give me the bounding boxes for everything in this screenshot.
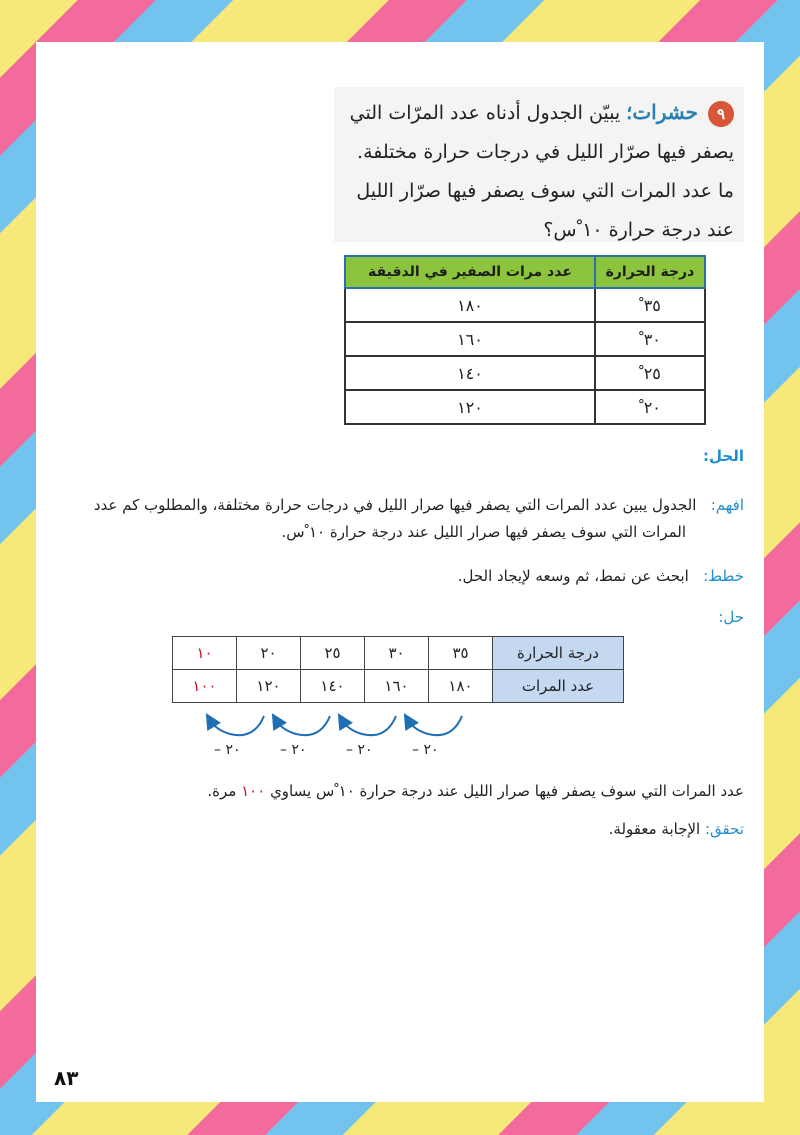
arrow-icon <box>276 716 330 735</box>
row-head-temperature: درجة الحرارة <box>493 637 624 670</box>
cell-count: ١٢٠ <box>237 670 301 703</box>
understand-text-line2: المرات التي سوف يصفر فيها صرار الليل عند درجة حرارة ١٠ ْس. <box>281 523 686 541</box>
pattern-arrows <box>196 712 496 744</box>
plan-label: خطط: <box>703 567 744 585</box>
page-sheet <box>36 42 764 1102</box>
cell-temperature: ٢٥ <box>301 637 365 670</box>
page-number: ٨٣ <box>54 1066 79 1090</box>
table-row <box>173 670 624 703</box>
problem-text-line4: عند درجة حرارة ١٠ ْس؟ <box>543 219 734 241</box>
arrow-icon <box>342 716 396 735</box>
conclusion-text: عدد المرات التي سوف يصفر فيها صرار الليل عند درجة حرارة ١٠ ْس يساوي ١٠٠ مرة. <box>207 782 744 800</box>
cell-temperature: ٢٠ ْ <box>595 390 705 424</box>
cell-temperature: ٣٥ <box>429 637 493 670</box>
pattern-table <box>172 636 624 703</box>
understand-step <box>38 487 744 523</box>
difference-label: ٢٠ – <box>280 742 307 758</box>
problem-text-line3: ما عدد المرات التي سوف يصفر فيها صرّار الليل <box>356 180 734 202</box>
problem-title-colon: ؛ <box>626 102 633 124</box>
header-temperature: درجة الحرارة <box>595 256 705 288</box>
cell-chirps: ١٢٠ <box>345 390 595 424</box>
cell-chirps: ١٦٠ <box>345 322 595 356</box>
cell-temperature: ٢٥ ْ <box>595 356 705 390</box>
problem-text-line1: يبيّن الجدول أدناه عدد المرّات التي <box>349 102 621 124</box>
problem-title: حشرات <box>632 100 698 124</box>
table-row <box>173 637 624 670</box>
table-header-row <box>345 256 705 288</box>
problem-text-line2: يصفر فيها صرّار الليل في درجات حرارة مختلفة. <box>357 141 734 163</box>
table-row <box>345 322 705 356</box>
arrow-icon <box>408 716 462 735</box>
cell-temperature: ٣٠ ْ <box>595 322 705 356</box>
answer-value: ١٠٠ <box>241 782 266 800</box>
difference-label: ٢٠ – <box>346 742 373 758</box>
header-chirps: عدد مرات الصفير في الدقيقة <box>345 256 595 288</box>
cell-count: ١٤٠ <box>301 670 365 703</box>
solve-step <box>718 608 744 626</box>
solution-heading: الحل: <box>703 447 744 465</box>
cell-count: ١٨٠ <box>429 670 493 703</box>
table-row <box>345 288 705 322</box>
cell-count-answer: ١٠٠ <box>173 670 237 703</box>
cell-temperature: ٣٠ <box>365 637 429 670</box>
cell-chirps: ١٨٠ <box>345 288 595 322</box>
cell-temperature: ٢٠ <box>237 637 301 670</box>
cell-temperature: ٣٥ ْ <box>595 288 705 322</box>
solve-label: حل: <box>718 608 744 626</box>
arrow-icon <box>210 716 264 735</box>
cell-temperature-answer: ١٠ <box>173 637 237 670</box>
plan-step <box>458 567 744 585</box>
problem-number-badge: ٩ <box>708 101 734 127</box>
table-row <box>345 390 705 424</box>
difference-label: ٢٠ – <box>214 742 241 758</box>
plan-text: ابحث عن نمط، ثم وسعه لإيجاد الحل. <box>457 567 689 585</box>
cricket-chirp-table <box>344 255 706 425</box>
problem-box <box>334 87 744 242</box>
cell-chirps: ١٤٠ <box>345 356 595 390</box>
table-row <box>345 356 705 390</box>
difference-label: ٢٠ – <box>412 742 439 758</box>
check-label: تحقق: <box>704 820 744 838</box>
cell-count: ١٦٠ <box>365 670 429 703</box>
check-text: الإجابة معقولة. <box>608 820 701 838</box>
understand-label: افهم: <box>710 496 744 514</box>
understand-text-line1: الجدول يبين عدد المرات التي يصفر فيها صرار الليل في درجات حرارة مختلفة، والمطلوب كم عدد <box>93 496 697 514</box>
row-head-count: عدد المرات <box>493 670 624 703</box>
check-step <box>609 820 744 838</box>
